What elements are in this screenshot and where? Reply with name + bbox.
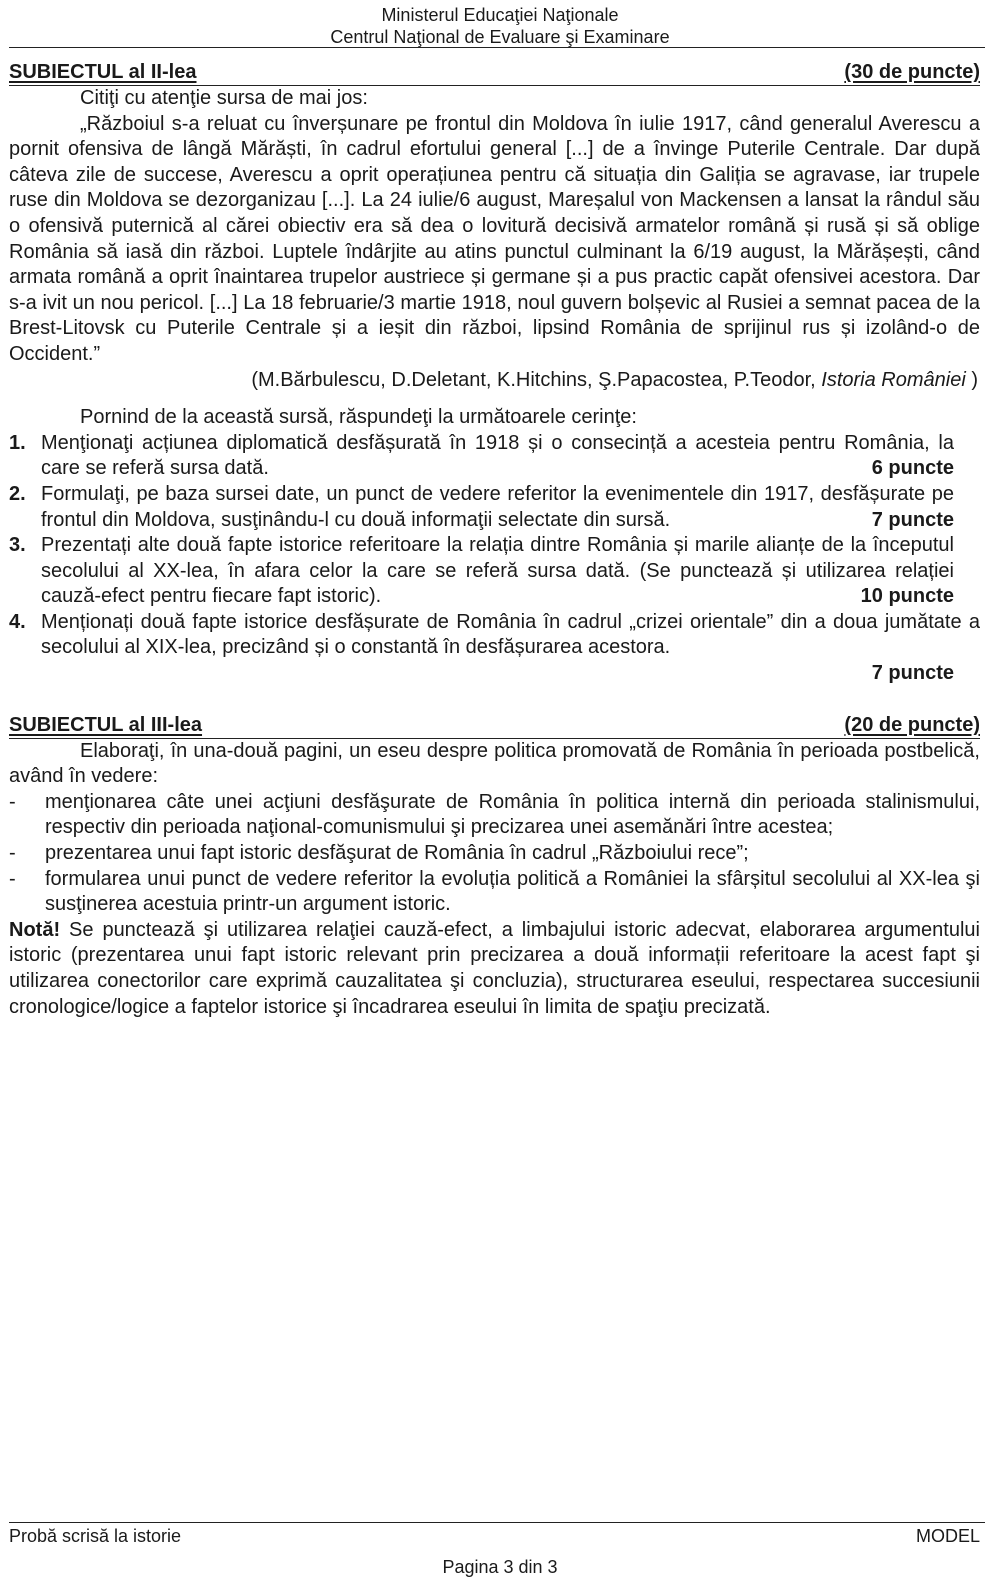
requirement-text: Prezentați alte două fapte istorice referitoare la relația dintre România și marile alianțe de la începutul secolului al XX-lea, în afara celor la care se referă sursa dată. (Se punctează și utilizarea relației cauză-efect pentru fiecare fapt istoric). [41, 534, 954, 608]
note [9, 918, 980, 1020]
subject-2-points: (30 de puncte) [844, 61, 980, 83]
essay-item-1: - menţionarea câte unei acţiuni desfăşurate de România în politica internă din perioada stalinismului, respectiv din perioada naţional-comunismului şi precizarea unei asemănări între acestea; [9, 790, 980, 841]
requirement-number: 4. [9, 610, 26, 633]
essay-item-text: formularea unui punct de vedere referitor la evoluția politică a României la sfârșitul secolului al XX-lea şi susţinerea acestuia printr-un argument istoric. [45, 867, 980, 916]
essay-item-2: - prezentarea unui fapt istoric desfăşurat de România în cadrul „Războiului rece”; [9, 841, 980, 867]
footer-model-label: MODEL [915, 1526, 980, 1546]
header-divider [9, 47, 985, 48]
subject-2 [9, 60, 980, 687]
source-citation [9, 368, 980, 394]
citation-end: ) [965, 368, 978, 391]
footer-exam-name: Probă scrisă la istorie [9, 1526, 182, 1546]
requirement-points: 7 puncte [871, 508, 954, 531]
document-body [9, 60, 980, 1020]
page-footer [9, 1524, 980, 1548]
subject-3 [9, 713, 980, 1021]
subject-3-heading [9, 713, 980, 739]
source-text: „Războiul s-a reluat cu înverșunare pe frontul din Moldova în iulie 1917, când generalul Averescu a pornit ofensiva de lângă Mărăști, în cadrul efortului general [...] de a învinge Puterile Centrale. Dar după câteva zile de succese, Averescu a oprit operațiunea pentru că situația din Galiția se agravase, iar trupele ruse din Moldova se dezorganizau [...]. La 24 iulie/6 august, Mareșalul von Mackensen a lansat la rândul său o ofensivă puternică al cărei obiectiv era să dea o lovitură decisivă armatelor română și rusă și să oblige România să iasă din război. Luptele îndârjite au atins punctul culminant la 6/19 august, la Mărășești, când armata română a oprit înaintarea trupelor austriece și germane și a pus practic capăt ofensivei acestora. Dar s-a ivit un nou pericol. [...] La 18 februarie/3 martie 1918, noul guvern bolșevic al Rusiei a semnat pacea de la Brest-Litovsk cu Puterile Centrale și a ieșit din război, lipsind România de sprijinul rus și izolând-o de Occident.” [9, 112, 980, 365]
subject-2-title: SUBIECTUL al II-lea [9, 61, 197, 83]
requirement-text: Formulaţi, pe baza sursei date, un punct de vedere referitor la evenimentele din 1917, desfășurate pe frontul din Moldova, susţinându-l cu două informaţii selectate din sursă. [41, 482, 954, 531]
requirement-text: Menţionaţi acțiunea diplomatică desfășurată în 1918 și o consecință a acesteia pentru România, la care se referă sursa dată. [41, 431, 954, 480]
requirement-4 [9, 610, 980, 661]
subject-3-intro: Elaboraţi, în una-două pagini, un eseu despre politica promovată de România în perioada postbelică, având în vedere: [9, 739, 980, 788]
requirement-number: 1. [9, 431, 26, 454]
essay-item-text: menţionarea câte unei acţiuni desfăşurate de România în politica internă din perioada stalinismului, respectiv din perioada naţional-comunismului şi precizarea unei asemănări între acestea; [45, 790, 980, 839]
subject-2-intro: Citiţi cu atenţie sursa de mai jos: [80, 87, 368, 109]
requirement-number: 2. [9, 482, 26, 505]
ministry-name: Ministerul Educaţiei Naţionale [381, 5, 619, 25]
requirement-text: Menționați două fapte istorice desfășurate de România în cadrul „crizei orientale” din a doua jumătate a secolului al XIX-lea, precizând și o constantă în desfășurarea acestora. [41, 610, 980, 659]
note-text: Se punctează şi utilizarea relaţiei cauză-efect, a limbajului istoric adecvat, elaborarea argumentului istoric (prezentarea unui fapt istoric relevant prin precizarea a două informații referitoare la acest fapt şi utilizarea conectorilor care exprimă cauzalitatea şi concluzia), structurarea eseului, respectarea succesiunii cronologice/logice a faptelor istorice şi încadrarea eseului în limita de spaţiu precizată. [9, 918, 980, 1018]
note-label: Notă! [9, 918, 61, 941]
citation-title: Istoria României [821, 368, 966, 391]
center-name: Centrul Naţional de Evaluare şi Examinare [330, 27, 670, 47]
subject-3-title: SUBIECTUL al III-lea [9, 713, 203, 736]
essay-item-text: prezentarea unui fapt istoric desfăşurat de România în cadrul „Războiului rece”; [45, 842, 749, 865]
instructions: Pornind de la această sursă, răspundeţi la următoarele cerinţe: [80, 406, 637, 429]
requirement-number: 3. [9, 534, 26, 557]
citation-authors: (M.Bărbulescu, D.Deletant, K.Hitchins, Ş.Papacostea, P.Teodor, [251, 368, 822, 391]
requirement-1 [9, 431, 980, 482]
requirement-points: 6 puncte [871, 457, 954, 480]
subject-3-points: (20 de puncte) [844, 713, 980, 736]
page-number: Pagina 3 din 3 [442, 1557, 558, 1577]
requirement-2 [9, 482, 980, 533]
footer-divider [9, 1522, 985, 1523]
subject-2-heading [9, 60, 980, 86]
requirement-3 [9, 533, 980, 610]
essay-item-3: - formularea unui punct de vedere referitor la evoluția politică a României la sfârșitul secolului al XX-lea şi susţinerea acestuia printr-un argument istoric. [9, 867, 980, 918]
requirement-points: 10 puncte [860, 585, 954, 608]
page-header [0, 4, 1000, 48]
requirement-4-points: 7 puncte [871, 662, 954, 685]
